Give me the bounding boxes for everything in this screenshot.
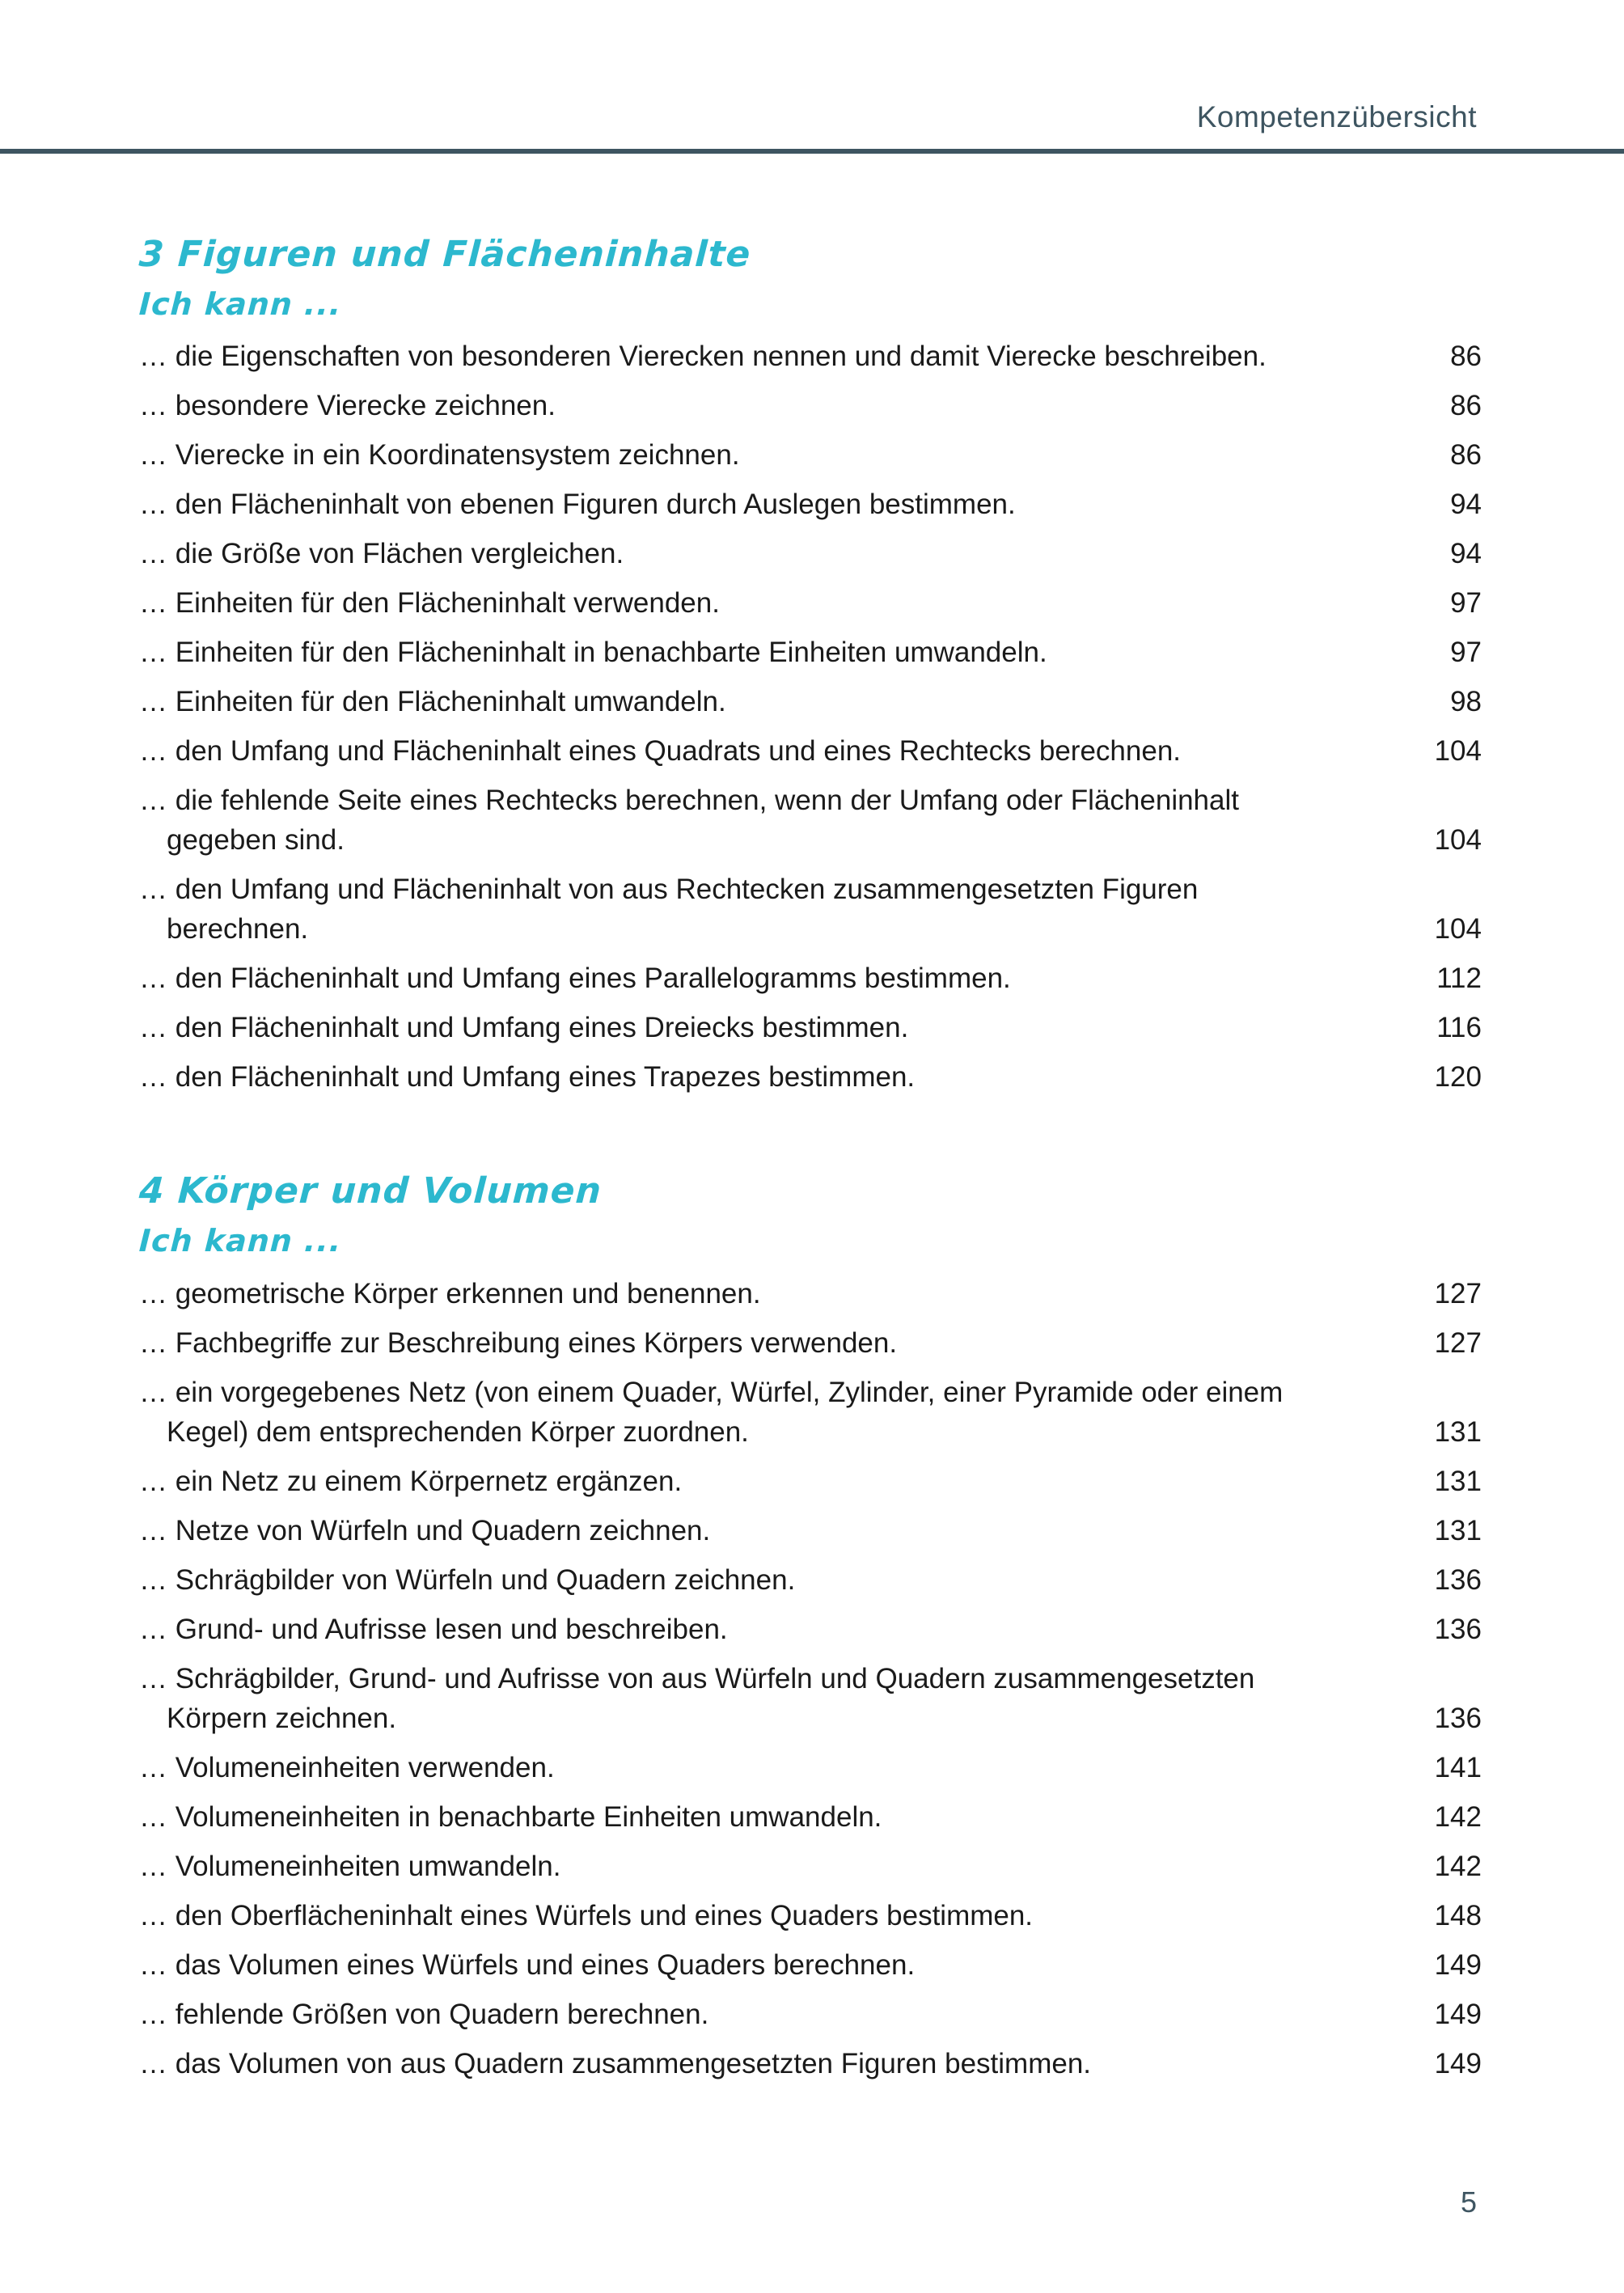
competence-item-text: … den Flächeninhalt von ebenen Figuren durch Auslegen bestimmen. (139, 489, 1016, 521)
content-column (139, 235, 1482, 2093)
section-title: 3 Figuren und Flächeninhalte (137, 234, 752, 275)
section-subtitle: Ich kann ... (137, 1222, 343, 1259)
competence-item (139, 682, 1482, 721)
competence-item-text: … geometrische Körper erkennen und benennen. (139, 1277, 761, 1309)
competence-item-text: … Schrägbilder, Grund- und Aufrisse von aus Würfeln und Quadern zusammengesetzten Körpern zeichnen. (139, 1662, 1255, 1734)
competence-item-page-number: 94 (1450, 489, 1482, 521)
competence-item (139, 1896, 1482, 1936)
competence-item-text: … den Flächeninhalt und Umfang eines Parallelogramms bestimmen. (139, 962, 1011, 995)
competence-item-page-number: 116 (1436, 1012, 1482, 1044)
competence-item-text: … Einheiten für den Flächeninhalt verwenden. (139, 587, 720, 620)
competence-list (139, 336, 1482, 1097)
competence-list (139, 1274, 1482, 2084)
competence-item-page-number: 86 (1450, 390, 1482, 422)
competence-item-page-number: 136 (1434, 1613, 1482, 1645)
competence-item-page-number: 127 (1434, 1326, 1482, 1359)
competence-item (139, 958, 1482, 998)
competence-item-page-number: 131 (1434, 1465, 1482, 1497)
competence-item (139, 484, 1482, 524)
competence-item-text: … Schrägbilder von Würfeln und Quadern zeichnen. (139, 1563, 796, 1596)
competence-item-text: … Fachbegriffe zur Beschreibung eines Körpers verwenden. (139, 1326, 898, 1359)
competence-item-page-number: 136 (1434, 1702, 1482, 1734)
competence-item (139, 534, 1482, 573)
competence-item (139, 632, 1482, 672)
competence-item-text: … Grund- und Aufrisse lesen und beschreiben. (139, 1613, 728, 1645)
competence-section (139, 1171, 1482, 2083)
competence-item-page-number: 97 (1450, 587, 1482, 620)
competence-item-text: … besondere Vierecke zeichnen. (139, 390, 556, 422)
competence-item (139, 1847, 1482, 1886)
competence-item-text: … Volumeneinheiten umwandeln. (139, 1850, 561, 1882)
competence-item (139, 1748, 1482, 1787)
competence-item-page-number: 148 (1434, 1899, 1482, 1931)
competence-item-page-number: 149 (1434, 2047, 1482, 2079)
competence-item (139, 1945, 1482, 1985)
competence-item-text: … Einheiten für den Flächeninhalt umwandeln. (139, 686, 726, 718)
competence-item-page-number: 120 (1434, 1061, 1482, 1094)
competence-item-page-number: 149 (1434, 1948, 1482, 1981)
competence-item-page-number: 112 (1436, 962, 1482, 995)
competence-item (139, 731, 1482, 771)
competence-section (139, 235, 1482, 1097)
competence-item (139, 2044, 1482, 2084)
competence-item-page-number: 136 (1434, 1563, 1482, 1596)
header-rule (0, 149, 1624, 154)
competence-item (139, 1008, 1482, 1047)
competence-item-text: … den Oberflächeninhalt eines Würfels und eines Quaders bestimmen. (139, 1899, 1034, 1931)
competence-item-page-number: 142 (1434, 1850, 1482, 1882)
competence-item-page-number: 142 (1434, 1800, 1482, 1833)
competence-item-page-number: 131 (1434, 1514, 1482, 1546)
competence-item-page-number: 86 (1450, 341, 1482, 373)
competence-item-text: … den Umfang und Flächeninhalt von aus Rechtecken zusammengesetzten Figuren berechnen. (139, 874, 1199, 946)
competence-item-text: … die fehlende Seite eines Rechtecks berechnen, wenn der Umfang oder Flächeninhalt gegeben sind. (139, 785, 1239, 857)
competence-item-text: … Volumeneinheiten in benachbarte Einheiten umwandeln. (139, 1800, 882, 1833)
competence-item (139, 1274, 1482, 1314)
competence-item (139, 1797, 1482, 1837)
competence-item-page-number: 97 (1450, 637, 1482, 669)
running-header-title: Kompetenzübersicht (1196, 100, 1477, 133)
competence-item (139, 1560, 1482, 1600)
page-footer (0, 2185, 1624, 2219)
competence-item (139, 1511, 1482, 1551)
competence-item-text: … ein Netz zu einem Körpernetz ergänzen. (139, 1465, 683, 1497)
competence-item-text: … das Volumen von aus Quadern zusammengesetzten Figuren bestimmen. (139, 2047, 1092, 2079)
competence-item-text: … Einheiten für den Flächeninhalt in benachbarte Einheiten umwandeln. (139, 637, 1047, 669)
competence-item (139, 583, 1482, 623)
competence-item-page-number: 94 (1450, 538, 1482, 570)
competence-item-page-number: 104 (1434, 735, 1482, 768)
competence-item (139, 435, 1482, 475)
competence-item-text: … die Eigenschaften von besonderen Vierecken nennen und damit Vierecke beschreiben. (139, 341, 1267, 373)
competence-item-text: … das Volumen eines Würfels und eines Quaders berechnen. (139, 1948, 916, 1981)
competence-item-page-number: 131 (1434, 1415, 1482, 1448)
competence-item (139, 1610, 1482, 1649)
competence-item-page-number: 104 (1434, 913, 1482, 946)
competence-item (139, 781, 1482, 860)
section-title: 4 Körper und Volumen (137, 1170, 603, 1212)
competence-item (139, 1995, 1482, 2034)
competence-item-page-number: 149 (1434, 1998, 1482, 2030)
competence-item-text: … ein vorgegebenes Netz (von einem Quader, Würfel, Zylinder, einer Pyramide oder einem Kegel) dem entsprechenden Körper zuordnen. (139, 1376, 1284, 1448)
competence-item-text: … Volumeneinheiten verwenden. (139, 1751, 555, 1783)
competence-item (139, 1323, 1482, 1363)
competence-item-text: … fehlende Größen von Quadern berechnen. (139, 1998, 709, 2030)
footer-page-number: 5 (1460, 2185, 1477, 2219)
competence-item (139, 1659, 1482, 1738)
competence-item (139, 1462, 1482, 1501)
competence-item-page-number: 86 (1450, 439, 1482, 472)
competence-item (139, 386, 1482, 425)
competence-item-text: … die Größe von Flächen vergleichen. (139, 538, 624, 570)
competence-item-page-number: 98 (1450, 686, 1482, 718)
competence-item-page-number: 141 (1434, 1751, 1482, 1783)
competence-item-text: … den Flächeninhalt und Umfang eines Trapezes bestimmen. (139, 1061, 916, 1094)
running-header (0, 102, 1624, 152)
competence-item-text: … Netze von Würfeln und Quadern zeichnen. (139, 1514, 711, 1546)
competence-item (139, 1373, 1482, 1452)
competence-item-text: … den Umfang und Flächeninhalt eines Quadrats und eines Rechtecks berechnen. (139, 735, 1182, 768)
competence-item-text: … den Flächeninhalt und Umfang eines Dreiecks bestimmen. (139, 1012, 909, 1044)
competence-item-page-number: 104 (1434, 824, 1482, 857)
competence-item-page-number: 127 (1434, 1277, 1482, 1309)
section-subtitle: Ich kann ... (137, 286, 343, 322)
competence-item-text: … Vierecke in ein Koordinatensystem zeichnen. (139, 439, 740, 472)
competence-item (139, 1057, 1482, 1097)
competence-item (139, 336, 1482, 376)
competence-item (139, 869, 1482, 949)
